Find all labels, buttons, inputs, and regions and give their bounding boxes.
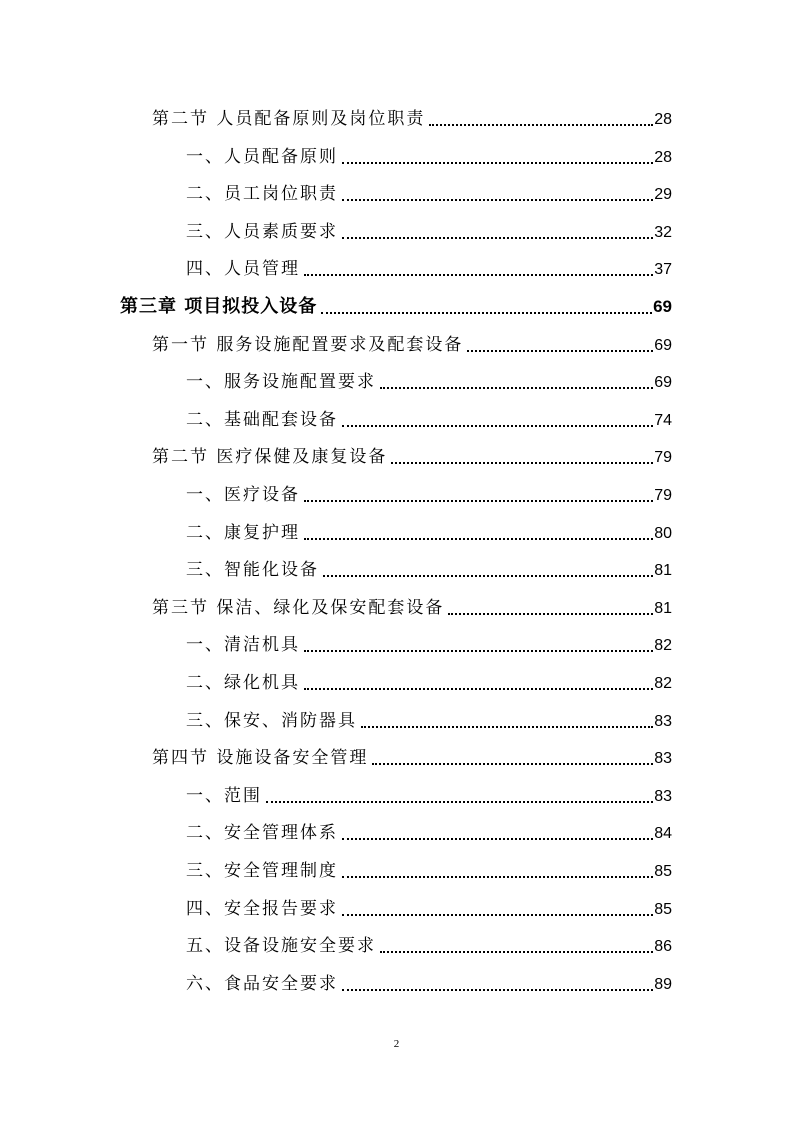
dot-leader bbox=[467, 350, 653, 352]
dot-leader bbox=[342, 199, 653, 201]
toc-entry-page: 28 bbox=[654, 111, 672, 128]
toc-entry-item[interactable] bbox=[186, 480, 672, 510]
dot-leader bbox=[342, 237, 653, 239]
toc-entry-page: 82 bbox=[654, 675, 672, 692]
toc-entry-page: 79 bbox=[654, 449, 672, 467]
toc-entry-item[interactable] bbox=[186, 706, 672, 736]
toc-entry-label: 二、安全管理体系 bbox=[186, 823, 338, 844]
toc-entry-label: 一、人员配备原则 bbox=[186, 146, 338, 167]
dot-leader bbox=[391, 462, 653, 464]
dot-leader bbox=[342, 876, 653, 878]
toc-entry-page: 74 bbox=[654, 411, 672, 429]
toc-entry-page: 83 bbox=[654, 712, 672, 730]
toc-entry-label: 四、安全报告要求 bbox=[186, 898, 338, 919]
toc-entry-page: 79 bbox=[654, 487, 672, 504]
toc-entry-label: 第二节 医疗保健及康复设备 bbox=[152, 447, 388, 468]
dot-leader bbox=[342, 914, 653, 916]
dot-leader bbox=[342, 425, 653, 427]
toc-entry-page: 32 bbox=[654, 223, 672, 241]
dot-leader bbox=[380, 387, 653, 389]
toc-entry-section[interactable] bbox=[152, 330, 672, 360]
toc-entry-label: 一、范围 bbox=[186, 785, 262, 806]
toc-entry-label: 三、智能化设备 bbox=[186, 560, 319, 581]
toc-entry-item[interactable] bbox=[186, 518, 672, 548]
toc-entry-label: 三、保安、消防器具 bbox=[186, 710, 357, 731]
toc-entry-section[interactable] bbox=[152, 593, 672, 623]
toc-entry-item[interactable] bbox=[186, 668, 672, 698]
dot-leader bbox=[429, 124, 653, 126]
dot-leader bbox=[304, 274, 653, 276]
toc-entry-item[interactable] bbox=[186, 179, 672, 209]
toc-entry-label: 四、人员管理 bbox=[186, 259, 300, 280]
toc-entry-page: 89 bbox=[654, 975, 672, 993]
toc-entry-item[interactable] bbox=[186, 405, 672, 435]
toc-entry-page: 83 bbox=[654, 750, 672, 768]
toc-entry-label: 一、医疗设备 bbox=[186, 485, 300, 505]
toc-entry-item[interactable] bbox=[186, 931, 672, 961]
toc-entry-page: 85 bbox=[654, 863, 672, 880]
toc-entry-label: 二、康复护理 bbox=[186, 522, 300, 543]
toc-entry-page: 29 bbox=[654, 186, 672, 204]
toc-entry-item[interactable] bbox=[186, 969, 672, 999]
toc-entry-page: 69 bbox=[654, 336, 672, 354]
toc-entry-page: 81 bbox=[654, 599, 672, 617]
dot-leader bbox=[266, 801, 653, 803]
toc-entry-item[interactable] bbox=[186, 217, 672, 247]
toc-entry-label: 第一节 服务设施配置要求及配套设备 bbox=[152, 334, 464, 355]
dot-leader bbox=[342, 162, 653, 164]
toc-entry-page: 83 bbox=[654, 787, 672, 805]
toc-entry-label: 一、清洁机具 bbox=[186, 635, 300, 656]
toc-entry-label: 三、安全管理制度 bbox=[186, 861, 338, 881]
dot-leader bbox=[342, 989, 653, 991]
dot-leader bbox=[321, 312, 652, 314]
toc-entry-item[interactable] bbox=[186, 367, 672, 397]
dot-leader bbox=[323, 575, 653, 577]
toc-entry-page: 69 bbox=[653, 297, 672, 316]
toc-entry-section[interactable] bbox=[152, 743, 672, 773]
toc-entry-label: 三、人员素质要求 bbox=[186, 221, 338, 242]
toc-entry-item[interactable] bbox=[186, 894, 672, 924]
toc-entry-item[interactable] bbox=[186, 555, 672, 585]
toc-entry-page: 82 bbox=[654, 637, 672, 655]
toc-entry-page: 86 bbox=[654, 938, 672, 956]
toc-entry-label: 五、设备设施安全要求 bbox=[186, 936, 376, 957]
dot-leader bbox=[304, 500, 653, 502]
dot-leader bbox=[380, 951, 653, 953]
toc-entry-label: 第四节 设施设备安全管理 bbox=[152, 748, 369, 769]
toc-entry-section[interactable] bbox=[152, 104, 672, 134]
toc-entry-page: 84 bbox=[654, 825, 672, 843]
toc-entry-item[interactable] bbox=[186, 856, 672, 886]
toc-entry-label: 第二节 人员配备原则及岗位职责 bbox=[152, 109, 426, 129]
dot-leader bbox=[448, 613, 653, 615]
toc-entry-item[interactable] bbox=[186, 142, 672, 172]
toc-entry-label: 二、绿化机具 bbox=[186, 673, 300, 693]
toc-entry-label: 六、食品安全要求 bbox=[186, 973, 338, 994]
toc-entry-page: 81 bbox=[654, 562, 672, 580]
dot-leader bbox=[342, 838, 653, 840]
toc-entry-item[interactable] bbox=[186, 254, 672, 284]
toc-entry-label: 第三节 保洁、绿化及保安配套设备 bbox=[152, 597, 445, 618]
toc-entry-item[interactable] bbox=[186, 630, 672, 660]
toc-entry-label: 二、基础配套设备 bbox=[186, 409, 338, 430]
toc-entry-page: 28 bbox=[654, 148, 672, 166]
dot-leader bbox=[304, 538, 653, 540]
dot-leader bbox=[361, 726, 653, 728]
page-footer-number: 2 bbox=[393, 1038, 400, 1050]
dot-leader bbox=[304, 650, 653, 652]
toc-entry-label: 第三章 项目拟投入设备 bbox=[120, 296, 318, 317]
toc-entry-item[interactable] bbox=[186, 818, 672, 848]
toc-entry-page: 69 bbox=[654, 374, 672, 392]
toc-entry-chapter[interactable] bbox=[120, 292, 672, 322]
toc-entry-page: 85 bbox=[654, 900, 672, 918]
dot-leader bbox=[372, 763, 653, 765]
toc-entry-section[interactable] bbox=[152, 442, 672, 472]
toc-entry-item[interactable] bbox=[186, 781, 672, 811]
toc-entry-page: 37 bbox=[654, 261, 672, 279]
toc-entry-label: 二、员工岗位职责 bbox=[186, 184, 338, 205]
toc-entry-page: 80 bbox=[654, 524, 672, 542]
dot-leader bbox=[304, 688, 653, 690]
toc-entry-label: 一、服务设施配置要求 bbox=[186, 372, 376, 393]
